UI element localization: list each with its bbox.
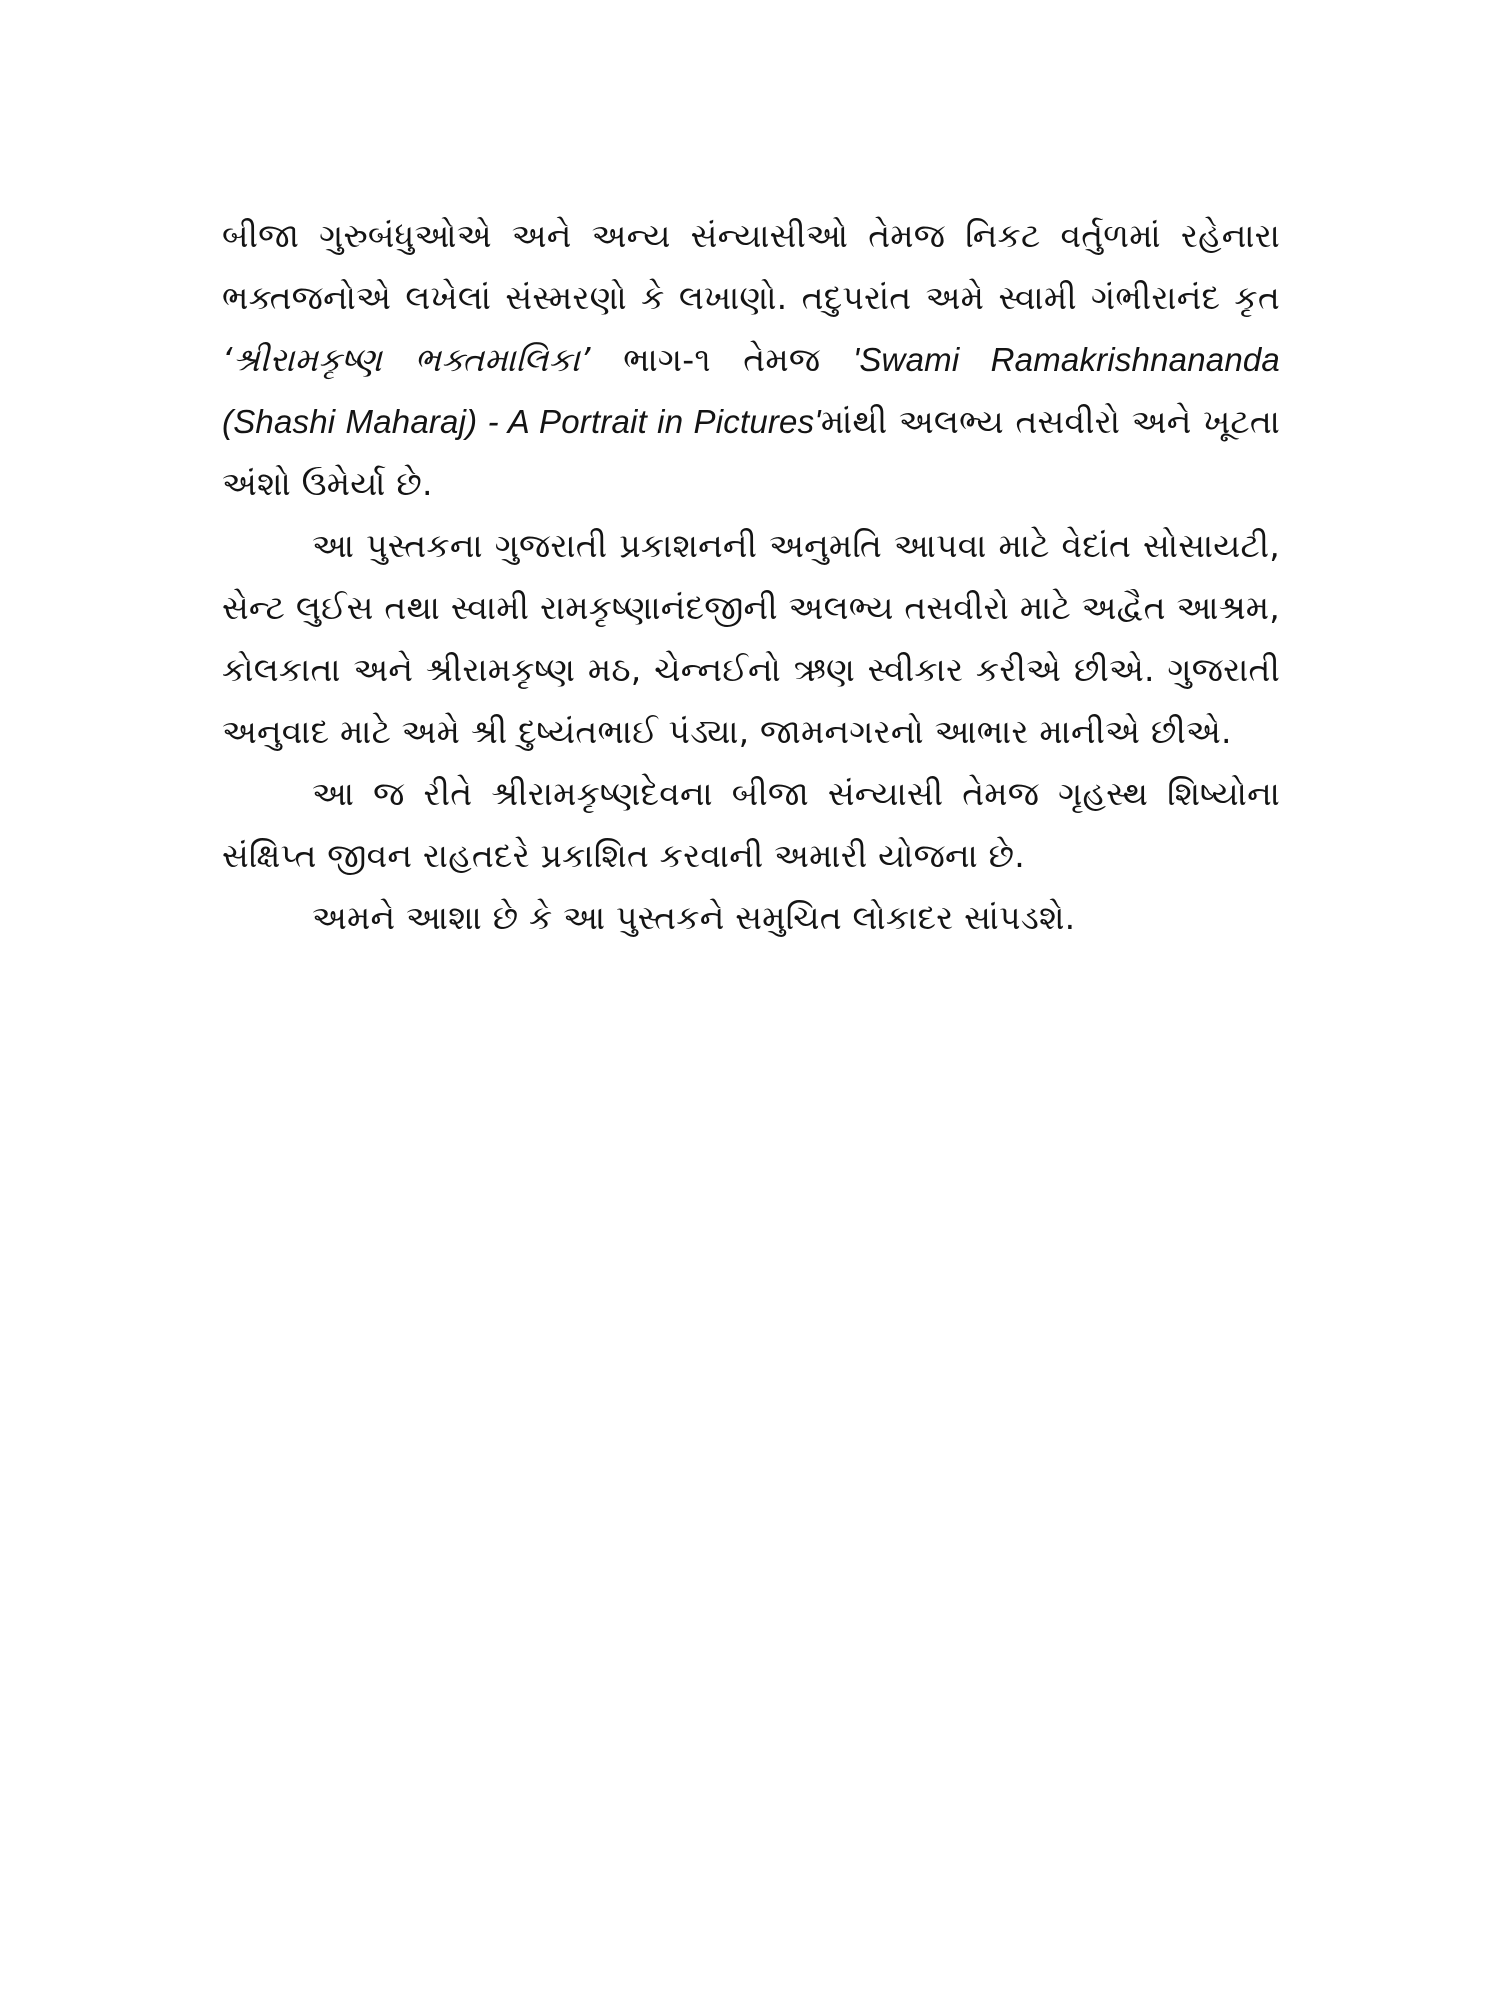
body-text [222,205,1280,949]
paragraph-1-connector: ભાગ-૧ તેમજ [590,340,853,379]
paragraph-1 [222,205,1280,515]
book-title-english: 'Swami Ramakrishnananda (Shashi Maharaj) - A Portrait in Pictures' [222,341,1280,440]
paragraph-2: આ પુસ્તકના ગુજરાતી પ્રકાશનની અનુમતિ આપવા માટે વેદાંત સોસાયટી, સેન્ટ લુઈસ તથા સ્વામી રામકૃષ્ણાનંદજીની અલભ્ય તસવીરો માટે અદ્વૈત આશ્રમ, કોલકાતા અને શ્રીરામકૃષ્ણ મઠ, ચેન્નઈનો ઋણ સ્વીકાર કરીએ છીએ. ગુજરાતી અનુવાદ માટે અમે શ્રી દુષ્યંતભાઈ પંડ્યા, જામનગરનો આભાર માનીએ છીએ. [222,526,1280,751]
book-title-gujarati: ‘શ્રીરામકૃષ્ણ ભક્તમાલિકા’ [222,340,591,379]
paragraph-3: આ જ રીતે શ્રીરામકૃષ્ણદેવના બીજા સંન્યાસી તેમજ ગૃહસ્થ શિષ્યોના સંક્ષિપ્ત જીવન રાહતદરે પ્રકાશિત કરવાની અમારી યોજના છે. [222,774,1280,875]
paragraph-1-ending: માંથી અલભ્ય તસવીરો અને ખૂટતા અંશો ઉમેર્યા છે. [222,402,1280,503]
paragraph-1-text: બીજા ગુરુબંધુઓએ અને અન્ય સંન્યાસીઓ તેમજ નિકટ વર્તુળમાં રહેનારા ભક્તજનોએ લખેલાં સંસ્મરણો કે લખાણો. તદુપરાંત અમે સ્વામી ગંભીરાનંદ કૃત [222,216,1280,317]
paragraph-4: અમને આશા છે કે આ પુસ્તકને સમુચિત લોકાદર સાંપડશે. [312,898,1076,937]
